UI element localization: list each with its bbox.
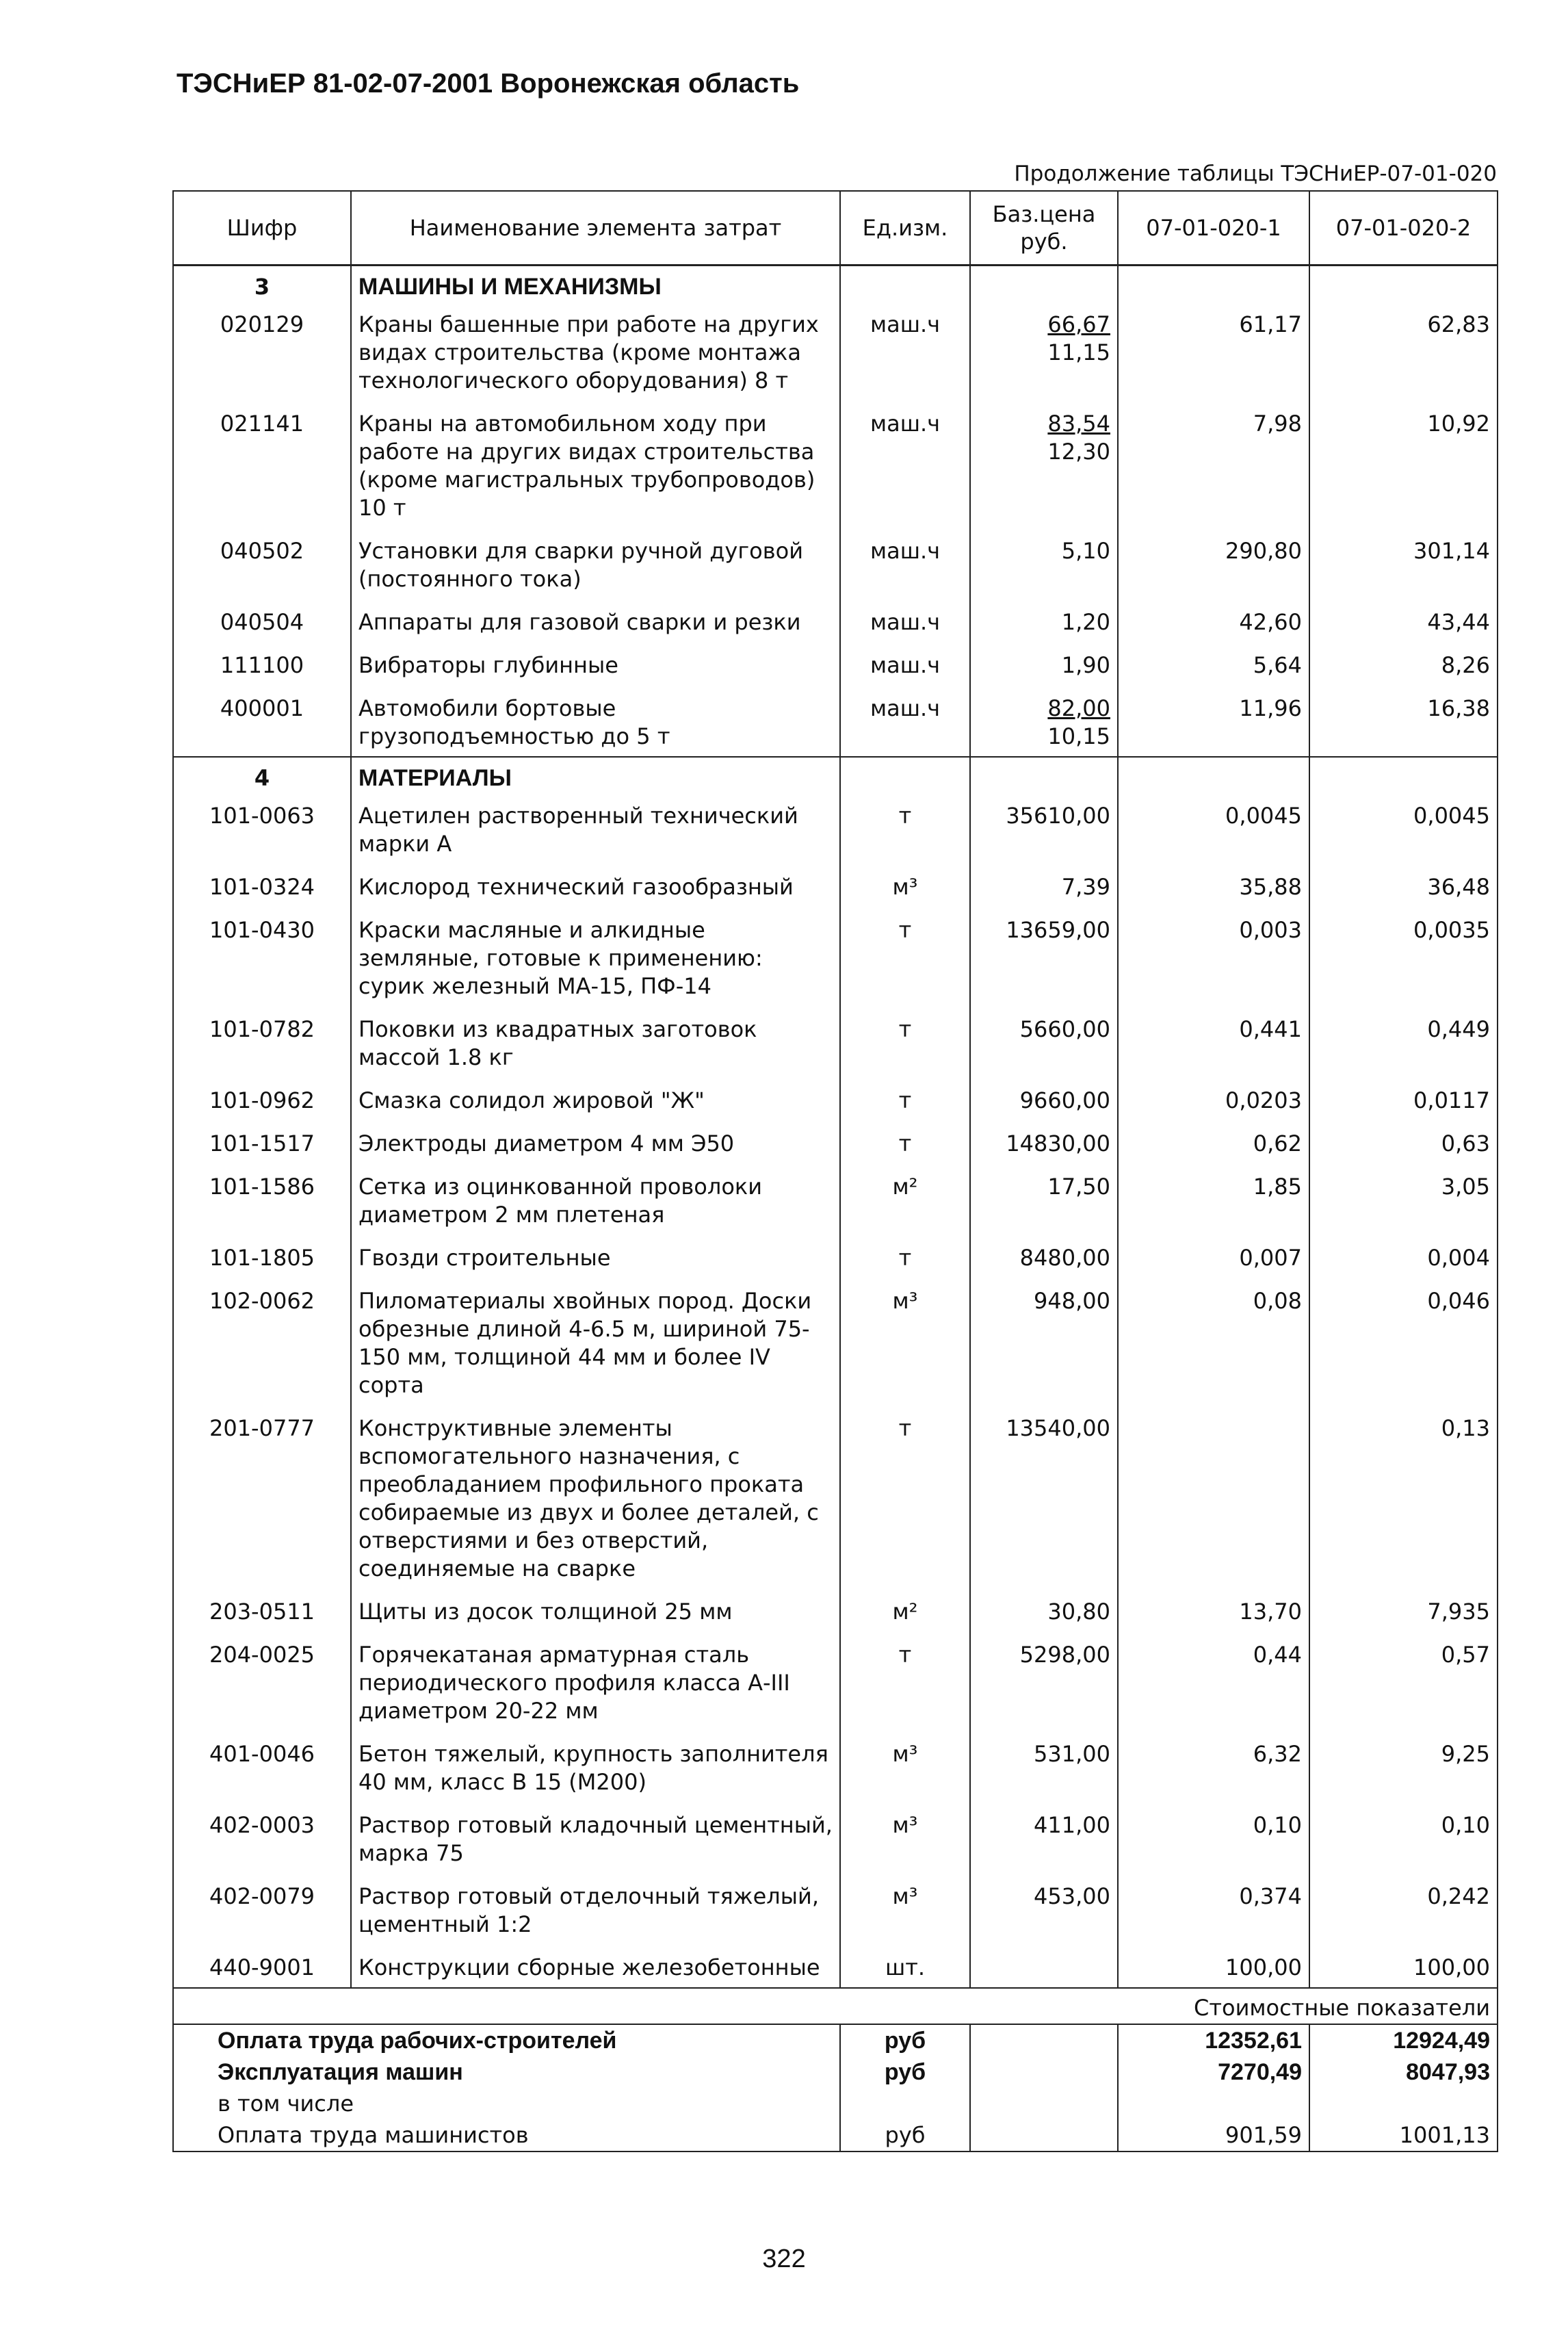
cost-row [173, 2119, 1498, 2151]
base-price: 14830,00 [1006, 1130, 1110, 1156]
section-row [173, 757, 1498, 792]
base-price: 1,20 [1061, 609, 1110, 635]
base-price-cell [970, 1120, 1118, 1163]
base-price: 1,90 [1061, 652, 1110, 678]
base-price-cell [970, 1278, 1118, 1405]
resource-code: 102-0062 [173, 1278, 351, 1405]
resource-code: 201-0777 [173, 1405, 351, 1588]
base-price-cell [970, 301, 1118, 400]
base-price: 17,50 [1047, 1174, 1110, 1200]
resource-unit: шт. [840, 1944, 970, 1988]
col-header-variant-2: 07-01-020-2 [1309, 191, 1498, 266]
cost-label: Эксплуатация машин [173, 2056, 840, 2088]
variant-1-value: 0,374 [1118, 1873, 1309, 1944]
cost-unit: руб [840, 2056, 970, 2088]
variant-2-value: 43,44 [1309, 599, 1498, 642]
resource-unit: м² [840, 1163, 970, 1235]
variant-2-value: 0,63 [1309, 1120, 1498, 1163]
base-price-cell [970, 1405, 1118, 1588]
resource-name: Конструктивные элементы вспомогательного назначения, с преобладанием профильного проката собираемые из двух и более деталей, с отверстиями и без отверстий, соединяемые на сварке [351, 1405, 840, 1588]
resource-name: Аппараты для газовой сварки и резки [351, 599, 840, 642]
table-row [173, 599, 1498, 642]
col-header-code: Шифр [173, 191, 351, 266]
resource-code: 040502 [173, 528, 351, 599]
table-continuation-caption: Продолжение таблицы ТЭСНиЕР-07-01-020 [1014, 161, 1497, 186]
cost-label: в том числе [173, 2088, 840, 2119]
resource-unit: т [840, 1235, 970, 1278]
cost-unit: руб [840, 2024, 970, 2056]
variant-1-value: 100,00 [1118, 1944, 1309, 1988]
table-row [173, 1944, 1498, 1988]
variant-1-value: 35,88 [1118, 864, 1309, 907]
page-header: ТЭСНиЕР 81-02-07-2001 Воронежская область [177, 68, 800, 99]
empty-cell [970, 266, 1118, 302]
cost-label: Оплата труда машинистов [173, 2119, 840, 2151]
operator-wage-price: 11,15 [1047, 339, 1110, 365]
base-price: 83,54 [1047, 411, 1110, 437]
table-row [173, 528, 1498, 599]
variant-1-value: 0,0045 [1118, 792, 1309, 864]
col-header-name: Наименование элемента затрат [351, 191, 840, 266]
empty-cell [1309, 757, 1498, 792]
base-price-cell [970, 400, 1118, 528]
resource-unit: м³ [840, 1873, 970, 1944]
empty-cell [970, 2056, 1118, 2088]
cost-variant-1: 901,59 [1118, 2119, 1309, 2151]
cost-variant-1: 7270,49 [1118, 2056, 1309, 2088]
variant-2-value: 9,25 [1309, 1731, 1498, 1802]
resource-unit: т [840, 907, 970, 1006]
cost-label: Оплата труда рабочих-строителей [173, 2024, 840, 2056]
resource-code: 101-0782 [173, 1006, 351, 1077]
resource-name: Краны башенные при работе на других видах строительства (кроме монтажа технологического оборудования) 8 т [351, 301, 840, 400]
table-row [173, 907, 1498, 1006]
base-price-cell [970, 599, 1118, 642]
resource-unit: м³ [840, 1278, 970, 1405]
variant-1-value: 13,70 [1118, 1588, 1309, 1631]
base-price: 30,80 [1047, 1599, 1110, 1625]
variant-2-value: 0,57 [1309, 1631, 1498, 1731]
col-header-base-price: Баз.цена руб. [970, 191, 1118, 266]
cost-variant-1 [1118, 2088, 1309, 2119]
resource-code: 040504 [173, 599, 351, 642]
resource-name: Поковки из квадратных заготовок массой 1.8 кг [351, 1006, 840, 1077]
base-price-cell [970, 1731, 1118, 1802]
variant-2-value: 301,14 [1309, 528, 1498, 599]
base-price: 13659,00 [1006, 917, 1110, 943]
empty-cell [1309, 266, 1498, 302]
resource-name: Автомобили бортовые грузоподъемностью до 5 т [351, 685, 840, 757]
base-price-cell [970, 1006, 1118, 1077]
table-row [173, 1006, 1498, 1077]
variant-1-value: 0,10 [1118, 1802, 1309, 1873]
variant-2-value: 3,05 [1309, 1163, 1498, 1235]
table-row [173, 1405, 1498, 1588]
cost-variant-2: 1001,13 [1309, 2119, 1498, 2151]
variant-2-value: 7,935 [1309, 1588, 1498, 1631]
cost-variant-2 [1309, 2088, 1498, 2119]
base-price-cell [970, 1802, 1118, 1873]
section-number: 3 [173, 266, 351, 302]
table-row [173, 1163, 1498, 1235]
resource-name: Гвозди строительные [351, 1235, 840, 1278]
cost-unit [840, 2088, 970, 2119]
resource-unit: т [840, 792, 970, 864]
col-header-variant-1: 07-01-020-1 [1118, 191, 1309, 266]
resource-name: Горячекатаная арматурная сталь периодического профиля класса А-III диаметром 20-22 мм [351, 1631, 840, 1731]
base-price: 82,00 [1047, 695, 1110, 721]
resource-code: 203-0511 [173, 1588, 351, 1631]
table-header-row [173, 191, 1498, 266]
resource-code: 101-0430 [173, 907, 351, 1006]
cost-caption: Стоимостные показатели [970, 1988, 1498, 2024]
variant-1-value: 0,0203 [1118, 1077, 1309, 1120]
variant-2-value: 10,92 [1309, 400, 1498, 528]
table-row [173, 1120, 1498, 1163]
variant-2-value: 100,00 [1309, 1944, 1498, 1988]
table-row [173, 685, 1498, 757]
base-price-cell [970, 1873, 1118, 1944]
resource-unit: маш.ч [840, 685, 970, 757]
variant-1-value: 11,96 [1118, 685, 1309, 757]
base-price: 5298,00 [1019, 1642, 1110, 1668]
cost-unit: руб [840, 2119, 970, 2151]
base-price: 948,00 [1034, 1288, 1110, 1314]
base-price-cell [970, 1631, 1118, 1731]
resource-name: Раствор готовый отделочный тяжелый, цементный 1:2 [351, 1873, 840, 1944]
resource-name: Конструкции сборные железобетонные [351, 1944, 840, 1988]
col-header-unit: Ед.изм. [840, 191, 970, 266]
table-row [173, 864, 1498, 907]
base-price-cell [970, 685, 1118, 757]
table-row [173, 400, 1498, 528]
cost-row [173, 2056, 1498, 2088]
resource-name: Ацетилен растворенный технический марки А [351, 792, 840, 864]
resource-unit: м³ [840, 864, 970, 907]
base-price: 9660,00 [1019, 1087, 1110, 1113]
variant-1-value: 0,003 [1118, 907, 1309, 1006]
resource-code: 111100 [173, 642, 351, 685]
table-row [173, 301, 1498, 400]
base-price: 66,67 [1047, 311, 1110, 337]
resource-unit: т [840, 1120, 970, 1163]
variant-2-value: 0,0045 [1309, 792, 1498, 864]
base-price: 35610,00 [1006, 803, 1110, 829]
variant-1-value: 61,17 [1118, 301, 1309, 400]
empty-cell [970, 2024, 1118, 2056]
base-price-cell [970, 528, 1118, 599]
empty-cell [970, 2088, 1118, 2119]
resource-name: Установки для сварки ручной дуговой (постоянного тока) [351, 528, 840, 599]
operator-wage-price: 10,15 [1047, 723, 1110, 749]
base-price: 13540,00 [1006, 1415, 1110, 1441]
variant-2-value: 0,0035 [1309, 907, 1498, 1006]
resource-unit: маш.ч [840, 400, 970, 528]
resource-unit: т [840, 1405, 970, 1588]
resource-code: 101-0962 [173, 1077, 351, 1120]
variant-1-value: 0,007 [1118, 1235, 1309, 1278]
operator-wage-price: 12,30 [1047, 439, 1110, 465]
variant-1-value: 0,08 [1118, 1278, 1309, 1405]
variant-1-value: 5,64 [1118, 642, 1309, 685]
table-row [173, 642, 1498, 685]
base-price: 453,00 [1034, 1883, 1110, 1909]
base-price: 5660,00 [1019, 1016, 1110, 1042]
resource-unit: маш.ч [840, 599, 970, 642]
table-row [173, 1873, 1498, 1944]
resource-unit: м³ [840, 1731, 970, 1802]
resource-unit: м³ [840, 1802, 970, 1873]
base-price-cell [970, 907, 1118, 1006]
empty-cell [970, 2119, 1118, 2151]
section-number: 4 [173, 757, 351, 792]
variant-2-value: 0,242 [1309, 1873, 1498, 1944]
resource-unit: маш.ч [840, 528, 970, 599]
resource-name: Краны на автомобильном ходу при работе на других видах строительства (кроме магистральных трубопроводов) 10 т [351, 400, 840, 528]
variant-2-value: 0,10 [1309, 1802, 1498, 1873]
cost-variant-2: 12924,49 [1309, 2024, 1498, 2056]
variant-2-value: 0,0117 [1309, 1077, 1498, 1120]
resource-code: 204-0025 [173, 1631, 351, 1731]
variant-1-value: 6,32 [1118, 1731, 1309, 1802]
variant-2-value: 0,449 [1309, 1006, 1498, 1077]
variant-2-value: 0,13 [1309, 1405, 1498, 1588]
empty-cell [840, 266, 970, 302]
resource-code: 101-0324 [173, 864, 351, 907]
resource-code: 021141 [173, 400, 351, 528]
table-row [173, 1731, 1498, 1802]
resource-name: Электроды диаметром 4 мм Э50 [351, 1120, 840, 1163]
table-row [173, 1077, 1498, 1120]
base-price-cell [970, 642, 1118, 685]
resource-unit: маш.ч [840, 642, 970, 685]
table-row [173, 1631, 1498, 1731]
base-price-cell [970, 1944, 1118, 1988]
variant-1-value: 0,44 [1118, 1631, 1309, 1731]
base-price: 5,10 [1061, 538, 1110, 564]
variant-1-value: 290,80 [1118, 528, 1309, 599]
base-price-cell [970, 1077, 1118, 1120]
section-title: МАШИНЫ И МЕХАНИЗМЫ [351, 266, 840, 302]
page-number: 322 [762, 2245, 806, 2273]
norms-table [172, 190, 1498, 2152]
variant-2-value: 8,26 [1309, 642, 1498, 685]
table-row [173, 792, 1498, 864]
base-price: 7,39 [1061, 874, 1110, 900]
resource-name: Пиломатериалы хвойных пород. Доски обрезные длиной 4-6.5 м, шириной 75-150 мм, толщиной 44 мм и более IV сорта [351, 1278, 840, 1405]
variant-1-value [1118, 1405, 1309, 1588]
variant-1-value: 7,98 [1118, 400, 1309, 528]
variant-2-value: 36,48 [1309, 864, 1498, 907]
section-row [173, 266, 1498, 302]
base-price-cell [970, 1235, 1118, 1278]
resource-code: 401-0046 [173, 1731, 351, 1802]
resource-unit: маш.ч [840, 301, 970, 400]
resource-code: 402-0079 [173, 1873, 351, 1944]
resource-name: Сетка из оцинкованной проволоки диаметром 2 мм плетеная [351, 1163, 840, 1235]
cost-variant-1: 12352,61 [1118, 2024, 1309, 2056]
resource-code: 101-1517 [173, 1120, 351, 1163]
cost-variant-2: 8047,93 [1309, 2056, 1498, 2088]
resource-unit: т [840, 1077, 970, 1120]
variant-1-value: 1,85 [1118, 1163, 1309, 1235]
table-row [173, 1235, 1498, 1278]
variant-2-value: 62,83 [1309, 301, 1498, 400]
table-row [173, 1278, 1498, 1405]
resource-code: 101-1805 [173, 1235, 351, 1278]
cost-row [173, 2024, 1498, 2056]
resource-code: 101-0063 [173, 792, 351, 864]
variant-2-value: 16,38 [1309, 685, 1498, 757]
resource-unit: т [840, 1006, 970, 1077]
resource-unit: т [840, 1631, 970, 1731]
table-row [173, 1802, 1498, 1873]
empty-cell [840, 757, 970, 792]
variant-2-value: 0,004 [1309, 1235, 1498, 1278]
resource-name: Бетон тяжелый, крупность заполнителя 40 мм, класс В 15 (М200) [351, 1731, 840, 1802]
resource-name: Смазка солидол жировой "Ж" [351, 1077, 840, 1120]
base-price-cell [970, 792, 1118, 864]
base-price-cell [970, 1163, 1118, 1235]
variant-2-value: 0,046 [1309, 1278, 1498, 1405]
base-price: 531,00 [1034, 1741, 1110, 1767]
resource-code: 402-0003 [173, 1802, 351, 1873]
variant-1-value: 0,441 [1118, 1006, 1309, 1077]
base-price: 411,00 [1034, 1812, 1110, 1838]
cost-row [173, 2088, 1498, 2119]
resource-unit: м² [840, 1588, 970, 1631]
empty-cell [1118, 266, 1309, 302]
resource-code: 020129 [173, 301, 351, 400]
empty-cell [173, 1988, 970, 2024]
resource-name: Щиты из досок толщиной 25 мм [351, 1588, 840, 1631]
resource-name: Кислород технический газообразный [351, 864, 840, 907]
resource-name: Краски масляные и алкидные земляные, готовые к применению: сурик железный МА-15, ПФ-14 [351, 907, 840, 1006]
variant-1-value: 42,60 [1118, 599, 1309, 642]
empty-cell [1118, 757, 1309, 792]
empty-cell [970, 757, 1118, 792]
resource-code: 400001 [173, 685, 351, 757]
table-row [173, 1588, 1498, 1631]
resource-code: 440-9001 [173, 1944, 351, 1988]
variant-1-value: 0,62 [1118, 1120, 1309, 1163]
base-price: 8480,00 [1019, 1245, 1110, 1271]
cost-caption-row [173, 1988, 1498, 2024]
resource-name: Раствор готовый кладочный цементный, марка 75 [351, 1802, 840, 1873]
resource-code: 101-1586 [173, 1163, 351, 1235]
resource-name: Вибраторы глубинные [351, 642, 840, 685]
base-price-cell [970, 864, 1118, 907]
base-price-cell [970, 1588, 1118, 1631]
section-title: МАТЕРИАЛЫ [351, 757, 840, 792]
